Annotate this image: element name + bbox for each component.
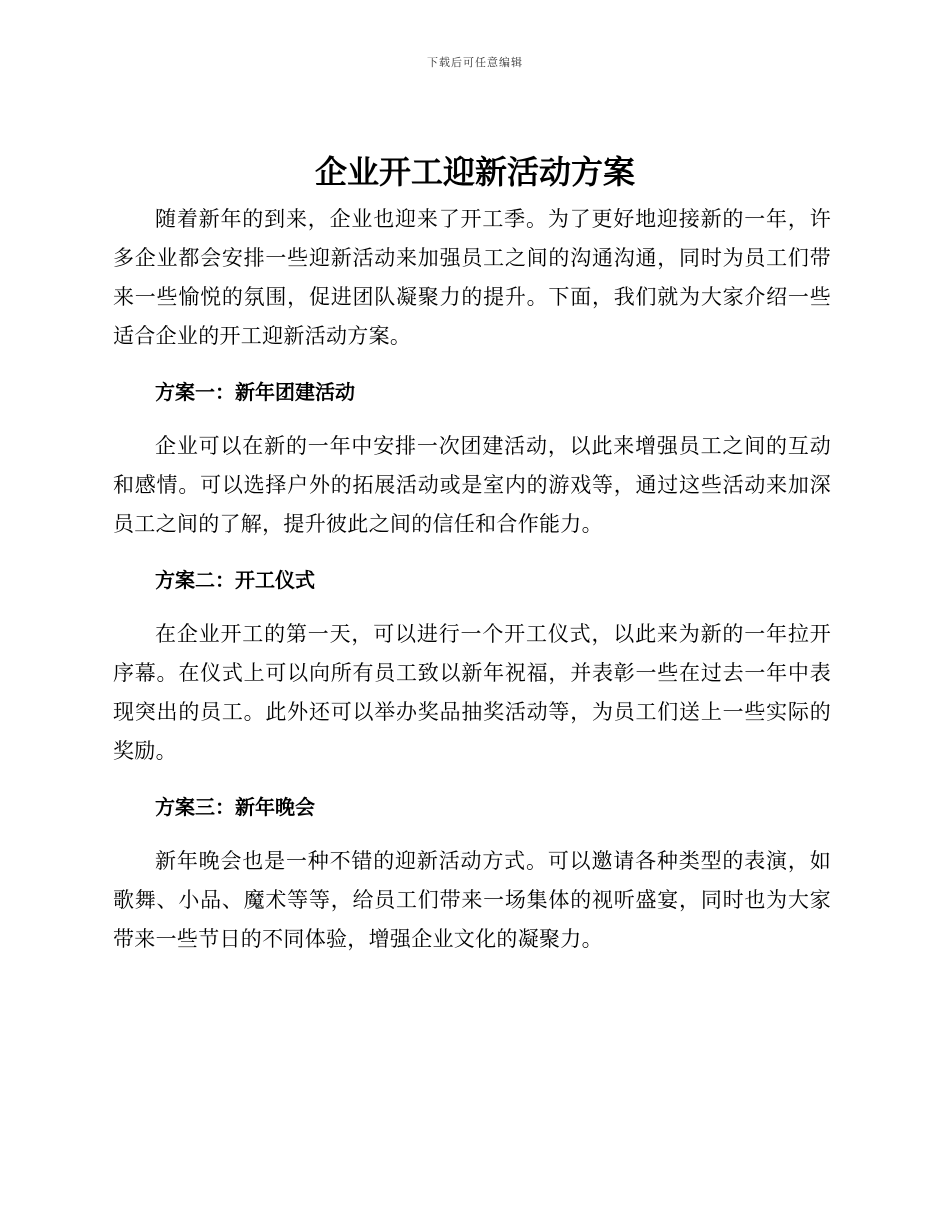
section-heading-3: 方案三：新年晚会 [155,795,315,819]
header-note: 下载后可任意编辑 [427,56,523,69]
section-body-2: 在企业开工的第一天，可以进行一个开工仪式，以此来为新的一年拉开序幕。在仪式上可以向所有员工致以新年祝福，并表彰一些在过去一年中表现突出的员工。此外还可以举办奖品抽奖活动等，为员工们送上一些实际的奖励。 [113,622,831,763]
section-body-3: 新年晚会也是一种不错的迎新活动方式。可以邀请各种类型的表演，如歌舞、小品、魔术等等，给员工们带来一场集体的视听盛宴，同时也为大家带来一些节日的不同体验，增强企业文化的凝聚力。 [113,849,831,951]
document-title: 企业开工迎新活动方案 [314,153,635,191]
section-body-1: 企业可以在新的一年中安排一次团建活动，以此来增强员工之间的互动和感情。可以选择户外的拓展活动或是室内的游戏等，通过这些活动来加深员工之间的了解，提升彼此之间的信任和合作能力。 [113,434,831,536]
section-heading-2: 方案二：开工仪式 [155,568,315,592]
document-body [113,200,831,959]
section-heading-1: 方案一：新年团建活动 [155,380,355,404]
intro-paragraph: 随着新年的到来，企业也迎来了开工季。为了更好地迎接新的一年，许多企业都会安排一些迎新活动来加强员工之间的沟通沟通，同时为员工们带来一些愉悦的氛围，促进团队凝聚力的提升。下面，我们就为大家介绍一些适合企业的开工迎新活动方案。 [113,207,831,348]
